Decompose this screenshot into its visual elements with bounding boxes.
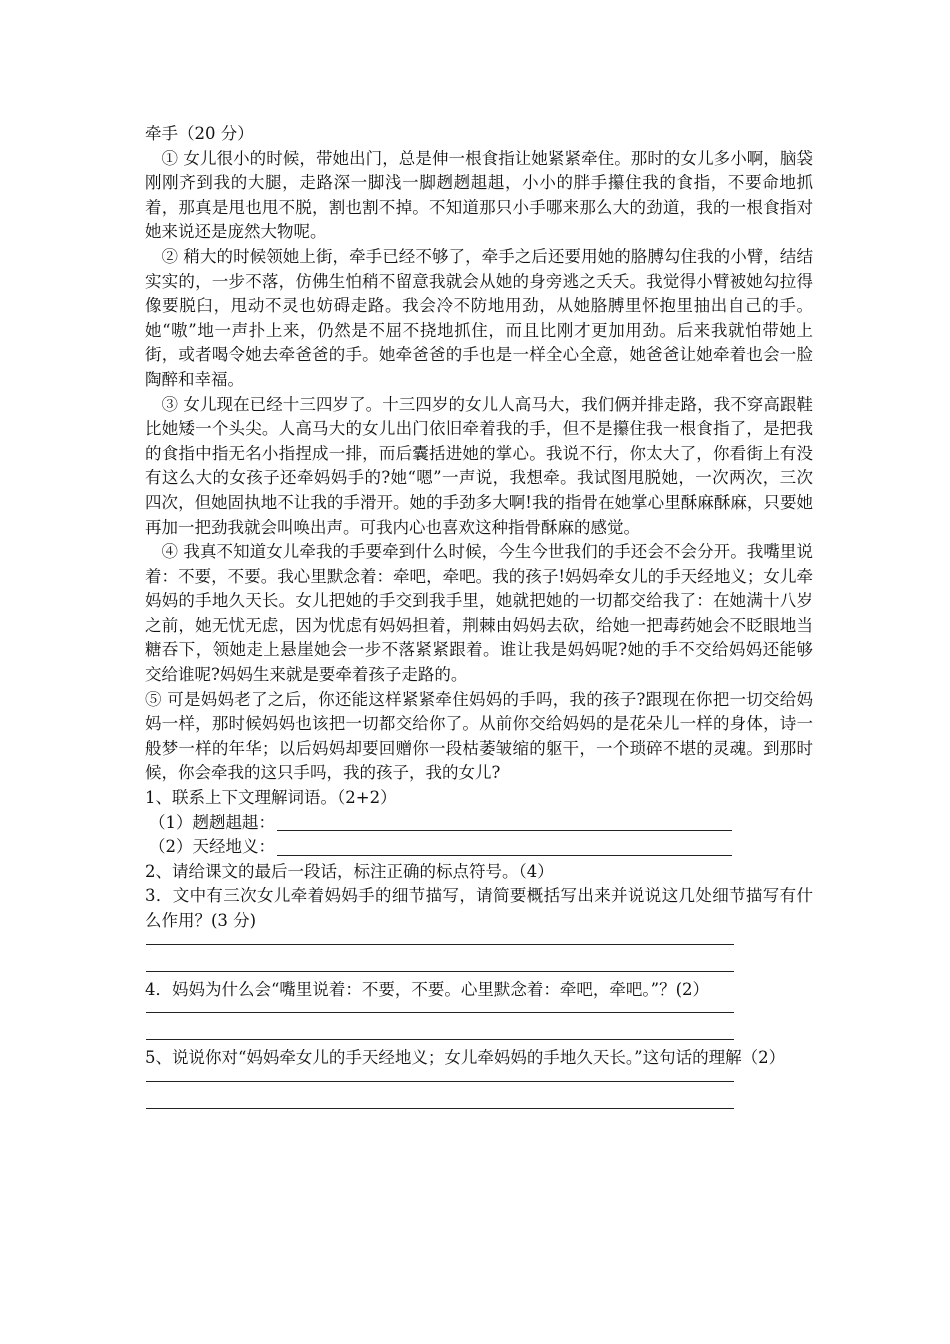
answer-line-5-2[interactable] [146,1082,734,1109]
paragraph-4: ④ 我真不知道女儿牵我的手要牵到什么时候，今生今世我们的手还会不会分开。我嘴里说着：不要，不要。我心里默念着：牵吧，牵吧。我的孩子!妈妈牵女儿的手天经地义；女儿牵妈妈的手地久天长。女儿把她的手交到我手里，她就把她的一切都交给我了：在她满十八岁之前，她无忧无虑，因为忧虑有妈妈担着，荆棘由妈妈去砍，给她一把毒药她会不眨眼地当糖吞下，领她走上悬崖她会一步不落紧紧跟着。谁让我是妈妈呢?她的手不交给妈妈还能够交给谁呢?妈妈生来就是要牵着孩子走路的。 [145,542,813,685]
question-1: 1、联系上下文理解词语。（2+2） [145,788,397,808]
paragraph-5: ⑤ 可是妈妈老了之后，你还能这样紧紧牵住妈妈的手吗，我的孩子?跟现在你把一切交给妈妈一样，那时候妈妈也该把一切都交给你了。从前你交给妈妈的是花朵儿一样的身体，诗一般梦一样的年华；以后妈妈却要回赠你一段枯萎皱缩的躯干，一个琐碎不堪的灵魂。到那时候，你会牵我的这只手吗，我的孩子，我的女儿? [145,689,813,783]
answer-line-5-1[interactable] [146,1071,734,1082]
question-1-item-2 [145,835,813,860]
answer-line-3-2[interactable] [146,945,734,972]
question-2: 2、请给课文的最后一段话，标注正确的标点符号。（4） [145,861,554,881]
paragraph-3: ③ 女儿现在已经十三四岁了。十三四岁的女儿人高马大，我们俩并排走路，我不穿高跟鞋比她矮一个头尖。人高马大的女儿出门依旧牵着我的手，但不是攥住我一根食指了，是把我的食指中指无名小指捏成一排，而后囊括进她的掌心。我说不行，你太大了，你看街上有没有这么大的女孩子还牵妈妈手的?她“嗯”一声说，我想牵。我试图甩脱她，一次两次，三次四次，但她固执地不让我的手滑开。她的手劲多大啊!我的指骨在她掌心里酥麻酥麻，只要她再加一把劲我就会叫唤出声。可我内心也喜欢这种指骨酥麻的感觉。 [145,394,813,537]
answer-line-3-1[interactable] [146,934,734,945]
question-1-item-2-label: （2）天经地义： [149,837,275,857]
question-3: 3．文中有三次女儿牵着妈妈手的细节描写，请简要概括写出来并说说这几处细节描写有什么作用？(3 分) [145,886,813,930]
question-1-item-1-label: （1）趔趔趄趄： [149,812,275,832]
passage-title: 牵手（20 分） [145,124,254,143]
worksheet-page [145,122,813,1109]
question-4: 4．妈妈为什么会“嘴里说着：不要，不要。心里默念着：牵吧，牵吧。”？(2） [145,979,710,999]
question-5: 5、说说你对“妈妈牵女儿的手天经地义；女儿牵妈妈的手地久天长。”这句话的理解（2） [145,1048,786,1068]
answer-blank-1-2[interactable] [277,837,732,856]
paragraph-2: ② 稍大的时候领她上街，牵手已经不够了，牵手之后还要用她的胳膊勾住我的小臂，结结实实的，一步不落，仿佛生怕稍不留意我就会从她的身旁逃之夭夭。我觉得小臂被她勾拉得像要脱臼，甩动不灵也妨碍走路。我会冷不防地用劲，从她胳膊里怀抱里抽出自己的手。她“嗷”地一声扑上来，仍然是不屈不挠地抓住，而且比刚才更加用劲。后来我就怕带她上街，或者喝令她去牵爸爸的手。她牵爸爸的手也是一样全心全意，她爸爸让她牵着也会一脸陶醉和幸福。 [145,246,813,389]
answer-blank-1-1[interactable] [277,812,732,831]
paragraph-1: ① 女儿很小的时候，带她出门，总是伸一根食指让她紧紧牵住。那时的女儿多小啊，脑袋刚刚齐到我的大腿，走路深一脚浅一脚趔趔趄趄，小小的胖手攥住我的食指，不要命地抓着，那真是甩也甩不脱，割也割不掉。不知道那只小手哪来那么大的劲道，我的一根食指对她来说还是庞然大物呢。 [145,148,813,242]
answer-line-4-2[interactable] [146,1013,734,1040]
question-1-item-1 [145,811,813,836]
answer-line-4-1[interactable] [146,1002,734,1013]
